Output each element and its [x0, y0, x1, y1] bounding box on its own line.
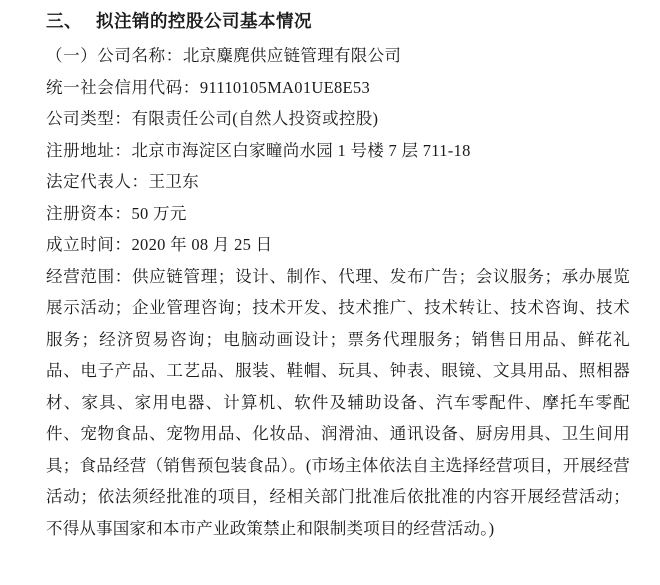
business-scope-paragraph [46, 261, 630, 545]
field-label: 公司类型： [46, 109, 132, 128]
company-name-value: 北京麋麂供应链管理有限公司 [182, 46, 402, 65]
field-credit-code [46, 72, 630, 104]
field-value: 50 万元 [131, 203, 187, 223]
field-value: 91110105MA01UE8E53 [199, 77, 370, 97]
business-scope-text: 供应链管理；设计、制作、代理、发布广告；会议服务；承办展览展示活动；企业管理咨询；技术开发、技术推广、技术转让、技术咨询、技术服务；经济贸易咨询；电脑动画设计；票务代理服务；销售日用品、鲜花礼品、电子产品、工艺品、服装、鞋帽、玩具、钟表、眼镜、文具用品、照相器材、家具、家用电器、计算机、软件及辅助设备、汽车零配件、摩托车零配件、宠物食品、宠物用品、化妆品、润滑油、通讯设备、厨房用具、卫生间用具；食品经营（销售预包装食品）。(市场主体依法自主选择经营项目，开展经营活动；依法须经批准的项目，经相关部门批准后依批准的内容开展经营活动；不得从事国家和本市产业政策禁止和限制类项目的经营活动。) [46, 266, 630, 538]
field-company-type [46, 103, 630, 135]
field-registered-address [46, 135, 630, 167]
section-heading [46, 6, 630, 36]
field-label: 成立时间： [46, 235, 132, 254]
company-name-line [46, 40, 630, 72]
field-value: 王卫东 [148, 172, 200, 191]
field-legal-representative [46, 166, 630, 198]
field-registered-capital [46, 198, 630, 230]
business-scope-label: 经营范围： [46, 266, 132, 286]
field-label: 注册地址： [46, 140, 132, 160]
field-value: 2020 年 08 月 25 日 [131, 235, 273, 254]
field-label: 注册资本： [46, 203, 132, 223]
field-label: 统一社会信用代码： [46, 77, 200, 97]
field-establishment-date [46, 229, 630, 261]
section-number: 三、 [46, 11, 82, 31]
field-value: 有限责任公司(自然人投资或控股) [131, 109, 379, 128]
field-label: 法定代表人： [46, 172, 149, 191]
field-value: 北京市海淀区白家疃尚水园 1 号楼 7 层 711-18 [131, 140, 471, 160]
company-name-label: （一）公司名称： [46, 46, 183, 65]
section-title: 拟注销的控股公司基本情况 [96, 11, 312, 31]
